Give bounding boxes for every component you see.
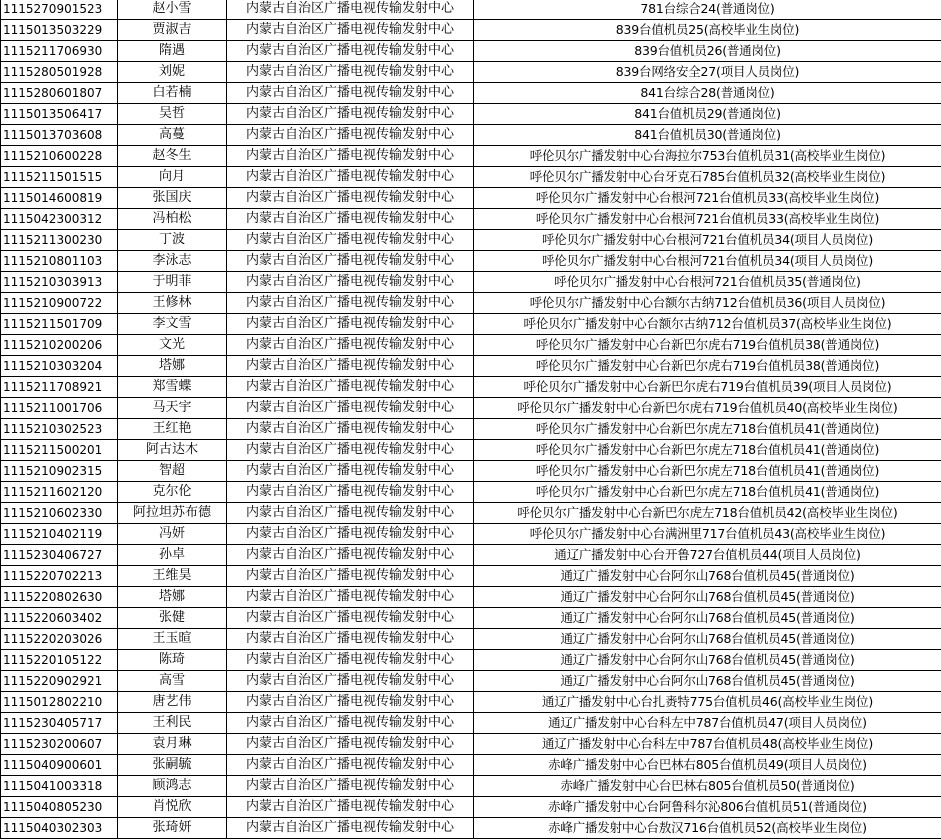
table-row [1, 461, 941, 482]
organization-cell: 内蒙古自治区广播电视传输发射中心 [227, 419, 474, 440]
exam-id-cell: 1115210801103 [1, 251, 118, 272]
organization-cell: 内蒙古自治区广播电视传输发射中心 [227, 629, 474, 650]
candidate-name-cell: 张国庆 [118, 188, 227, 209]
organization-cell: 内蒙古自治区广播电视传输发射中心 [227, 482, 474, 503]
position-cell: 呼伦贝尔广播发射中心台新巴尔虎左718台值机员41(普通岗位) [474, 419, 941, 440]
organization-cell: 内蒙古自治区广播电视传输发射中心 [227, 62, 474, 83]
exam-id-cell: 1115013703608 [1, 125, 118, 146]
exam-id-cell: 1115211708921 [1, 377, 118, 398]
organization-cell: 内蒙古自治区广播电视传输发射中心 [227, 188, 474, 209]
exam-id-cell: 1115210600228 [1, 146, 118, 167]
table-row [1, 482, 941, 503]
table-row [1, 41, 941, 62]
position-cell: 通辽广播发射中心台阿尔山768台值机员45(普通岗位) [474, 650, 941, 671]
position-cell: 呼伦贝尔广播发射中心台额尔古纳712台值机员37(高校毕业生岗位) [474, 314, 941, 335]
candidate-name-cell: 赵冬生 [118, 146, 227, 167]
candidate-name-cell: 高雪 [118, 671, 227, 692]
table-row [1, 251, 941, 272]
exam-id-cell: 1115211501515 [1, 167, 118, 188]
organization-cell: 内蒙古自治区广播电视传输发射中心 [227, 398, 474, 419]
organization-cell: 内蒙古自治区广播电视传输发射中心 [227, 713, 474, 734]
position-cell: 呼伦贝尔广播发射中心台根河721台值机员35(普通岗位) [474, 272, 941, 293]
position-cell: 781台综合24(普通岗位) [474, 0, 941, 20]
candidate-name-cell: 阿拉坦苏布德 [118, 503, 227, 524]
exam-id-cell: 1115210602330 [1, 503, 118, 524]
table-row [1, 314, 941, 335]
candidate-name-cell: 唐艺伟 [118, 692, 227, 713]
organization-cell: 内蒙古自治区广播电视传输发射中心 [227, 524, 474, 545]
position-cell: 呼伦贝尔广播发射中心台满洲里717台值机员43(高校毕业生岗位) [474, 524, 941, 545]
exam-id-cell: 1115210303204 [1, 356, 118, 377]
table-row [1, 0, 941, 20]
organization-cell: 内蒙古自治区广播电视传输发射中心 [227, 566, 474, 587]
candidate-name-cell: 陈琦 [118, 650, 227, 671]
position-cell: 呼伦贝尔广播发射中心台新巴尔虎右719台值机员38(普通岗位) [474, 335, 941, 356]
exam-id-cell: 1115230405717 [1, 713, 118, 734]
position-cell: 赤峰广播发射中心台阿鲁科尔沁806台值机员51(普通岗位) [474, 797, 941, 818]
candidate-name-cell: 张琦妍 [118, 818, 227, 839]
candidate-name-cell: 王红艳 [118, 419, 227, 440]
exam-id-cell: 1115220702213 [1, 566, 118, 587]
table-row [1, 776, 941, 797]
table-row [1, 797, 941, 818]
table-row [1, 671, 941, 692]
exam-id-cell: 1115280501928 [1, 62, 118, 83]
position-cell: 赤峰广播发射中心台巴林右805台值机员50(普通岗位) [474, 776, 941, 797]
exam-id-cell: 1115270901523 [1, 0, 118, 20]
table-row [1, 293, 941, 314]
position-cell: 呼伦贝尔广播发射中心台新巴尔虎左718台值机员41(普通岗位) [474, 482, 941, 503]
exam-id-cell: 1115230200607 [1, 734, 118, 755]
exam-id-cell: 1115220802630 [1, 587, 118, 608]
candidate-name-cell: 隋遇 [118, 41, 227, 62]
table-row [1, 188, 941, 209]
organization-cell: 内蒙古自治区广播电视传输发射中心 [227, 650, 474, 671]
organization-cell: 内蒙古自治区广播电视传输发射中心 [227, 503, 474, 524]
exam-id-cell: 1115211602120 [1, 482, 118, 503]
candidate-name-cell: 智超 [118, 461, 227, 482]
candidate-name-cell: 顾鸿志 [118, 776, 227, 797]
candidate-name-cell: 马天宇 [118, 398, 227, 419]
table-row [1, 692, 941, 713]
candidate-name-cell: 冯柏松 [118, 209, 227, 230]
organization-cell: 内蒙古自治区广播电视传输发射中心 [227, 41, 474, 62]
position-cell: 呼伦贝尔广播发射中心台新巴尔虎右719台值机员39(项目人员岗位) [474, 377, 941, 398]
exam-id-cell: 1115220203026 [1, 629, 118, 650]
position-cell: 呼伦贝尔广播发射中心台根河721台值机员33(高校毕业生岗位) [474, 209, 941, 230]
organization-cell: 内蒙古自治区广播电视传输发射中心 [227, 356, 474, 377]
organization-cell: 内蒙古自治区广播电视传输发射中心 [227, 209, 474, 230]
candidate-name-cell: 肖悦欣 [118, 797, 227, 818]
exam-id-cell: 1115210402119 [1, 524, 118, 545]
exam-id-cell: 1115220603402 [1, 608, 118, 629]
exam-id-cell: 1115013503229 [1, 20, 118, 41]
organization-cell: 内蒙古自治区广播电视传输发射中心 [227, 692, 474, 713]
table-row [1, 377, 941, 398]
organization-cell: 内蒙古自治区广播电视传输发射中心 [227, 440, 474, 461]
position-cell: 呼伦贝尔广播发射中心台海拉尔753台值机员31(高校毕业生岗位) [474, 146, 941, 167]
organization-cell: 内蒙古自治区广播电视传输发射中心 [227, 83, 474, 104]
position-cell: 841台值机员30(普通岗位) [474, 125, 941, 146]
table-row [1, 20, 941, 41]
exam-id-cell: 1115280601807 [1, 83, 118, 104]
candidate-name-cell: 阿古达木 [118, 440, 227, 461]
candidate-name-cell: 丁波 [118, 230, 227, 251]
position-cell: 839台值机员26(普通岗位) [474, 41, 941, 62]
table-row [1, 818, 941, 839]
exam-id-cell: 1115210200206 [1, 335, 118, 356]
organization-cell: 内蒙古自治区广播电视传输发射中心 [227, 251, 474, 272]
table-row [1, 209, 941, 230]
table-row [1, 167, 941, 188]
organization-cell: 内蒙古自治区广播电视传输发射中心 [227, 314, 474, 335]
position-cell: 841台值机员29(普通岗位) [474, 104, 941, 125]
organization-cell: 内蒙古自治区广播电视传输发射中心 [227, 671, 474, 692]
exam-id-cell: 1115210303913 [1, 272, 118, 293]
table-row [1, 629, 941, 650]
table-row [1, 83, 941, 104]
organization-cell: 内蒙古自治区广播电视传输发射中心 [227, 776, 474, 797]
exam-id-cell: 1115210302523 [1, 419, 118, 440]
candidate-name-cell: 王玉暄 [118, 629, 227, 650]
position-cell: 通辽广播发射中心台阿尔山768台值机员45(普通岗位) [474, 587, 941, 608]
position-cell: 呼伦贝尔广播发射中心台新巴尔虎左718台值机员41(普通岗位) [474, 440, 941, 461]
position-cell: 赤峰广播发射中心台巴林右805台值机员49(项目人员岗位) [474, 755, 941, 776]
candidate-name-cell: 冯妍 [118, 524, 227, 545]
exam-id-cell: 1115220902921 [1, 671, 118, 692]
table-row [1, 335, 941, 356]
organization-cell: 内蒙古自治区广播电视传输发射中心 [227, 608, 474, 629]
position-cell: 839台值机员25(高校毕业生岗位) [474, 20, 941, 41]
table-body [1, 0, 941, 839]
table-row [1, 566, 941, 587]
candidate-name-cell: 王维昊 [118, 566, 227, 587]
exam-id-cell: 1115013506417 [1, 104, 118, 125]
exam-id-cell: 1115210900722 [1, 293, 118, 314]
candidate-name-cell: 张健 [118, 608, 227, 629]
organization-cell: 内蒙古自治区广播电视传输发射中心 [227, 230, 474, 251]
candidate-name-cell: 王利民 [118, 713, 227, 734]
position-cell: 通辽广播发射中心台阿尔山768台值机员45(普通岗位) [474, 566, 941, 587]
exam-id-cell: 1115014600819 [1, 188, 118, 209]
organization-cell: 内蒙古自治区广播电视传输发射中心 [227, 377, 474, 398]
exam-id-cell: 1115211001706 [1, 398, 118, 419]
table-row [1, 146, 941, 167]
candidate-name-cell: 克尔伦 [118, 482, 227, 503]
candidate-name-cell: 塔娜 [118, 356, 227, 377]
candidate-name-cell: 孙卓 [118, 545, 227, 566]
table-row [1, 419, 941, 440]
position-cell: 通辽广播发射中心台阿尔山768台值机员45(普通岗位) [474, 671, 941, 692]
position-cell: 呼伦贝尔广播发射中心台新巴尔虎右719台值机员40(高校毕业生岗位) [474, 398, 941, 419]
candidate-name-cell: 李泳志 [118, 251, 227, 272]
candidate-name-cell: 塔娜 [118, 587, 227, 608]
table-row [1, 62, 941, 83]
organization-cell: 内蒙古自治区广播电视传输发射中心 [227, 545, 474, 566]
candidate-name-cell: 吴哲 [118, 104, 227, 125]
exam-id-cell: 1115040805230 [1, 797, 118, 818]
exam-id-cell: 1115211501709 [1, 314, 118, 335]
position-cell: 呼伦贝尔广播发射中心台新巴尔虎右719台值机员38(普通岗位) [474, 356, 941, 377]
candidate-name-cell: 高蔓 [118, 125, 227, 146]
table-row [1, 545, 941, 566]
exam-id-cell: 1115210902315 [1, 461, 118, 482]
organization-cell: 内蒙古自治区广播电视传输发射中心 [227, 125, 474, 146]
table-row [1, 356, 941, 377]
candidate-name-cell: 张嗣毓 [118, 755, 227, 776]
candidate-name-cell: 于明菲 [118, 272, 227, 293]
table-row [1, 713, 941, 734]
exam-id-cell: 1115041003318 [1, 776, 118, 797]
candidate-name-cell: 刘妮 [118, 62, 227, 83]
organization-cell: 内蒙古自治区广播电视传输发射中心 [227, 734, 474, 755]
exam-id-cell: 1115042300312 [1, 209, 118, 230]
position-cell: 呼伦贝尔广播发射中心台牙克石785台值机员32(高校毕业生岗位) [474, 167, 941, 188]
exam-id-cell: 1115211706930 [1, 41, 118, 62]
organization-cell: 内蒙古自治区广播电视传输发射中心 [227, 20, 474, 41]
organization-cell: 内蒙古自治区广播电视传输发射中心 [227, 818, 474, 839]
position-cell: 通辽广播发射中心台开鲁727台值机员44(项目人员岗位) [474, 545, 941, 566]
candidate-name-cell: 贾淑吉 [118, 20, 227, 41]
position-cell: 839台网络安全27(项目人员岗位) [474, 62, 941, 83]
table-row [1, 650, 941, 671]
table-row [1, 587, 941, 608]
candidate-name-cell: 王修林 [118, 293, 227, 314]
position-cell: 通辽广播发射中心台阿尔山768台值机员45(普通岗位) [474, 629, 941, 650]
table-row [1, 734, 941, 755]
organization-cell: 内蒙古自治区广播电视传输发射中心 [227, 755, 474, 776]
position-cell: 通辽广播发射中心台阿尔山768台值机员45(普通岗位) [474, 608, 941, 629]
candidate-name-cell: 赵小雪 [118, 0, 227, 20]
organization-cell: 内蒙古自治区广播电视传输发射中心 [227, 167, 474, 188]
table-row [1, 755, 941, 776]
candidate-name-cell: 李文雪 [118, 314, 227, 335]
table-row [1, 104, 941, 125]
position-cell: 841台综合28(普通岗位) [474, 83, 941, 104]
position-cell: 呼伦贝尔广播发射中心台新巴尔虎左718台值机员42(高校毕业生岗位) [474, 503, 941, 524]
position-cell: 通辽广播发射中心台科左中787台值机员48(高校毕业生岗位) [474, 734, 941, 755]
position-cell: 通辽广播发射中心台科左中787台值机员47(项目人员岗位) [474, 713, 941, 734]
organization-cell: 内蒙古自治区广播电视传输发射中心 [227, 461, 474, 482]
exam-id-cell: 1115040900601 [1, 755, 118, 776]
position-cell: 通辽广播发射中心台扎赉特775台值机员46(高校毕业生岗位) [474, 692, 941, 713]
candidate-name-cell: 白若楠 [118, 83, 227, 104]
exam-id-cell: 1115040302303 [1, 818, 118, 839]
candidate-name-cell: 袁月琳 [118, 734, 227, 755]
organization-cell: 内蒙古自治区广播电视传输发射中心 [227, 104, 474, 125]
organization-cell: 内蒙古自治区广播电视传输发射中心 [227, 335, 474, 356]
candidate-name-cell: 向月 [118, 167, 227, 188]
organization-cell: 内蒙古自治区广播电视传输发射中心 [227, 272, 474, 293]
candidate-name-cell: 文光 [118, 335, 227, 356]
exam-id-cell: 1115211300230 [1, 230, 118, 251]
position-cell: 呼伦贝尔广播发射中心台根河721台值机员33(高校毕业生岗位) [474, 188, 941, 209]
exam-id-cell: 1115012802210 [1, 692, 118, 713]
table-row [1, 524, 941, 545]
position-cell: 呼伦贝尔广播发射中心台根河721台值机员34(项目人员岗位) [474, 230, 941, 251]
organization-cell: 内蒙古自治区广播电视传输发射中心 [227, 0, 474, 20]
position-cell: 呼伦贝尔广播发射中心台新巴尔虎左718台值机员41(普通岗位) [474, 461, 941, 482]
table-row [1, 440, 941, 461]
candidate-name-cell: 郑雪蝶 [118, 377, 227, 398]
exam-id-cell: 1115220105122 [1, 650, 118, 671]
table-row [1, 398, 941, 419]
organization-cell: 内蒙古自治区广播电视传输发射中心 [227, 797, 474, 818]
table-row [1, 230, 941, 251]
table-row [1, 503, 941, 524]
exam-id-cell: 1115211500201 [1, 440, 118, 461]
organization-cell: 内蒙古自治区广播电视传输发射中心 [227, 293, 474, 314]
table-row [1, 608, 941, 629]
position-cell: 呼伦贝尔广播发射中心台根河721台值机员34(项目人员岗位) [474, 251, 941, 272]
organization-cell: 内蒙古自治区广播电视传输发射中心 [227, 587, 474, 608]
position-cell: 呼伦贝尔广播发射中心台额尔古纳712台值机员36(项目人员岗位) [474, 293, 941, 314]
organization-cell: 内蒙古自治区广播电视传输发射中心 [227, 146, 474, 167]
table-row [1, 272, 941, 293]
table-row [1, 125, 941, 146]
position-cell: 赤峰广播发射中心台敖汉716台值机员52(高校毕业生岗位) [474, 818, 941, 839]
exam-id-cell: 1115230406727 [1, 545, 118, 566]
